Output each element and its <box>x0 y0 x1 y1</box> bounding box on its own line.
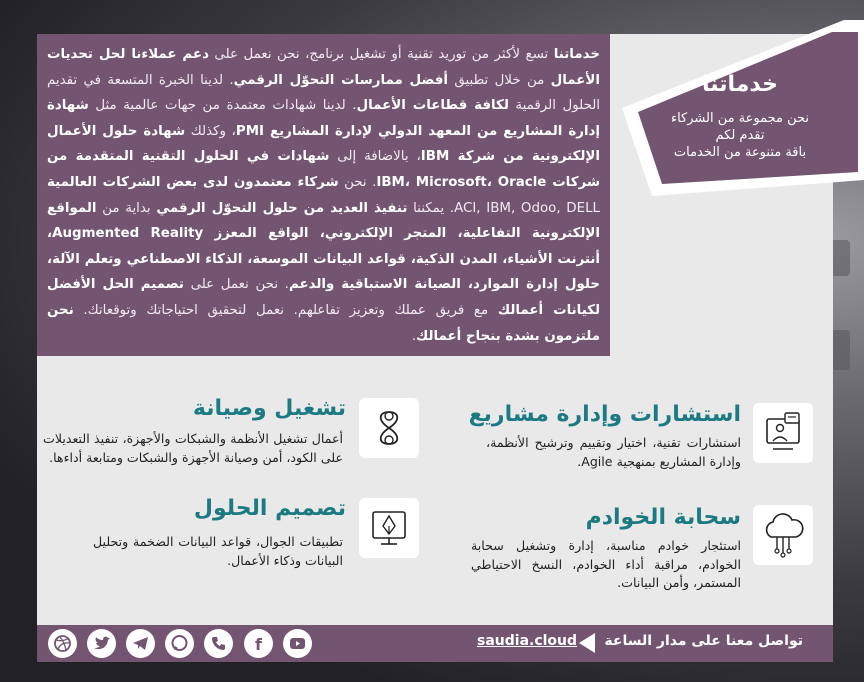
about-highlight: شهادات في الحلول التقنية المتقدمة من شركات IBM، Microsoft، Oracle <box>47 149 600 190</box>
hero-subtitle: نحن مجموعة من الشركاء تقدم لكم باقة متنوعة من الخدمات <box>670 111 810 160</box>
about-highlight: المواقع الإلكترونية التفاعلية، المتجر الإلكتروني، الواقع المعزز Augmented Reality، أنترنت الأشياء، المدن الذكية، قواعد البيانات الموسعة، الذكاء الاصطناعي وتعلم الآلة، حلول إدارة الموارد، الصيانة الاستباقية والدعم <box>47 200 600 293</box>
whatsapp-icon[interactable] <box>165 629 194 658</box>
website-link[interactable]: saudia.cloud <box>477 633 578 649</box>
about-highlight: شركاء معتمدون لدى بعض الشركات العالمية <box>47 174 339 190</box>
about-text: . <box>411 328 416 344</box>
about-highlight: تنفيذ العديد من حلول التحوّل الرقمي <box>156 200 408 216</box>
about-text: . نحن <box>338 174 377 190</box>
twitter-icon[interactable] <box>87 629 116 658</box>
hero-banner <box>622 20 864 206</box>
about-text: بداية من <box>96 200 157 216</box>
service-title-design: تصميم الحلول <box>193 496 346 521</box>
about-text: . نحن نعمل على <box>183 277 289 293</box>
phone-icon[interactable] <box>204 629 233 658</box>
consultant-icon <box>753 403 813 463</box>
about-highlight: شهادة إدارة المشاريع من المعهد الدولي لإدارة المشاريع PMI <box>47 98 601 139</box>
about-highlight: خدماتنا <box>553 47 600 62</box>
hero-title: خدماتنا <box>702 72 778 97</box>
about-highlight: تصميم الحل الأفضل لكيانات أعمالك <box>47 277 600 318</box>
facebook-icon[interactable] <box>244 629 273 658</box>
svg-text:f: f <box>255 635 262 654</box>
about-text: ، بالاضافة إلى <box>329 149 421 165</box>
contact-footer <box>37 625 833 662</box>
about-text: ، وكذلك <box>185 123 236 139</box>
about-text: . لدينا الخبرة المتسعة في تقديم الحلول الرقمية <box>47 72 601 114</box>
service-text-consulting: استشارات تقنية، اختيار وتقييم وترشيح الأنظمة، وإدارة المشاريع بمنهجية Agile. <box>486 435 741 469</box>
about-text: مع فريق عملك وتعزيز تفاعلهم. نعمل لتحقيق احتياجاتك وتوقعاتك. <box>73 302 498 318</box>
contact-label: تواصل معنا على مدار الساعة <box>604 633 803 649</box>
about-paragraph <box>37 34 610 356</box>
service-text-design: تطبيقات الجوال، قواعد البيانات الضخمة وتحليل البيانات وذكاء الأعمال. <box>93 534 343 568</box>
arrow-left-icon <box>579 633 595 653</box>
service-title-operations: تشغيل وصيانة <box>192 396 346 421</box>
about-highlight: دعم عملاءنا لحل تحديات الأعمال <box>47 47 600 88</box>
pen-design-icon <box>359 498 419 558</box>
service-text-operations: أعمال تشغيل الأنظمة والشبكات والأجهزة، تنفيذ التعديلات على الكود، أمن وصيانة الأجهزة والشبكات ومتابعة أداءها. <box>43 431 343 465</box>
cloud-network-icon <box>753 505 813 565</box>
service-text-cloud: استئجار خوادم مناسبة، إدارة وتشغيل سحابة الخوادم، مراقبة أداء الخوادم، النسخ الاحتياطي المستمر، وأمن البيانات. <box>471 538 741 590</box>
service-title-consulting: استشارات وإدارة مشاريع <box>468 402 741 427</box>
about-highlight: أفضل ممارسات التحوّل الرقمي <box>233 72 448 88</box>
service-title-cloud: سحابة الخوادم <box>585 505 741 530</box>
telegram-icon[interactable] <box>126 629 155 658</box>
youtube-icon[interactable] <box>283 629 312 658</box>
about-highlight: لكافة قطاعات الأعمال <box>356 98 509 114</box>
about-highlight: نحن ملتزمون بشدة بنجاح أعمالك <box>47 302 600 344</box>
about-text: تسع لأكثر من توريد تقنية أو تشغيل برنامج، نحن نعمل على <box>208 47 554 62</box>
about-text: ACI, IBM, Odoo, DELL. يمكننا <box>407 200 600 216</box>
dribbble-icon[interactable] <box>48 629 77 658</box>
about-highlight: شهادة حلول الأعمال الإلكترونية من شركة IBM <box>47 123 600 165</box>
about-text: من خلال تطبيق <box>448 72 551 88</box>
infinity-gears-icon <box>359 398 419 458</box>
about-text: . لدينا شهادات معتمدة من جهات عالمية مثل <box>88 98 357 114</box>
